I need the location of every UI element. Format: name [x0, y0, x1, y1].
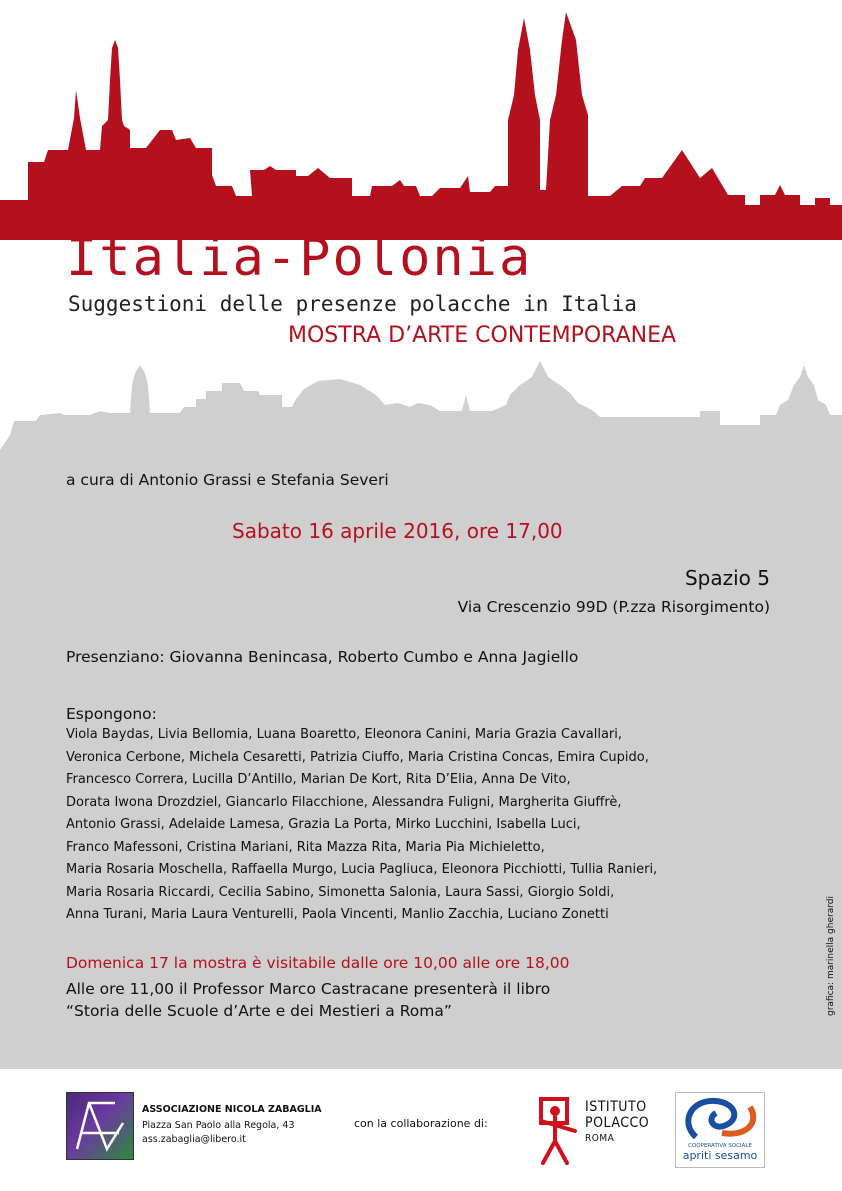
association-email[interactable]: ass.zabaglia@libero.it — [142, 1134, 246, 1145]
exhibitors-line: Maria Rosaria Moschella, Raffaella Murgo, Lucia Pagliuca, Eleonora Picchiotti, Tullia Ranieri, — [66, 862, 658, 877]
exhibitors-line: Veronica Cerbone, Michela Cesaretti, Patrizia Ciuffo, Maria Cristina Concas, Emira Cupido, — [66, 749, 649, 765]
istituto-line: ROMA — [585, 1133, 615, 1144]
istituto-line: POLACCO — [585, 1115, 650, 1131]
curated-by: a cura di Antonio Grassi e Stefania Severi — [66, 471, 389, 489]
book-presentation — [66, 978, 550, 1022]
venue-address: Via Crescenzio 99D (P.zza Risorgimento) — [457, 598, 770, 616]
poster-subtitle: Suggestioni delle presenze polacche in Italia — [68, 292, 637, 316]
istituto-polacco-logo-icon — [535, 1095, 583, 1167]
collaboration-label: con la collaborazione di: — [354, 1117, 488, 1130]
exhibition-type: MOSTRA D’ARTE CONTEMPORANEA — [288, 323, 677, 348]
istituto-polacco-name — [585, 1099, 649, 1147]
exhibitors-line: Antonio Grassi, Adelaide Lamesa, Grazia La Porta, Mirko Lucchini, Isabella Luci, — [66, 817, 581, 832]
association-address: Piazza San Paolo alla Regola, 43 — [142, 1120, 295, 1131]
association-logo — [66, 1092, 134, 1160]
book-presentation-line: Alle ore 11,00 il Professor Marco Castracane presenterà il libro — [66, 980, 551, 998]
graphic-design-credit: grafica: marinella gherardi — [826, 896, 836, 1016]
exhibitors-label: Espongono: — [66, 705, 157, 723]
exhibitors-line: Francesco Correra, Lucilla D’Antillo, Marian De Kort, Rita D’Elia, Anna De Vito, — [66, 772, 571, 787]
grey-skyline-illustration — [0, 355, 842, 455]
presenters: Presenziano: Giovanna Benincasa, Roberto Cumbo e Anna Jagiello — [66, 648, 579, 666]
exhibitors-list — [66, 724, 766, 927]
istituto-line: ISTITUTO — [585, 1099, 647, 1115]
book-title: “Storia delle Scuole d’Arte e dei Mestieri a Roma” — [66, 1002, 452, 1020]
exhibitors-line: Anna Turani, Maria Laura Venturelli, Paola Vincenti, Manlio Zacchia, Luciano Zonetti — [66, 907, 609, 922]
association-name: ASSOCIAZIONE NICOLA ZABAGLIA — [142, 1104, 322, 1115]
venue-name: Spazio 5 — [684, 566, 770, 590]
coop-name: apriti sesamo — [682, 1149, 758, 1162]
exhibitors-line: Maria Rosaria Riccardi, Cecilia Sabino, Simonetta Salonia, Laura Sassi, Giorgio Soldi, — [66, 884, 615, 900]
event-date: Sabato 16 aprile 2016, ore 17,00 — [232, 519, 563, 543]
exhibitors-line: Franco Mafessoni, Cristina Mariani, Rita Mazza Rita, Maria Pia Michieletto, — [66, 839, 545, 855]
exhibitors-line: Viola Baydas, Livia Bellomia, Luana Boaretto, Eleonora Canini, Maria Grazia Cavallari, — [66, 727, 623, 742]
sunday-opening-note: Domenica 17 la mostra è visitabile dalle ore 10,00 alle ore 18,00 — [66, 954, 570, 972]
coop-label: COOPERATIVA SOCIALE — [688, 1143, 752, 1149]
poster-title: Italia-Polonia — [66, 228, 533, 288]
red-skyline-illustration — [0, 0, 842, 240]
exhibitors-line: Dorata Iwona Drozdziel, Giancarlo Filacchione, Alessandra Fuligni, Margherita Giuffrè, — [66, 794, 622, 810]
